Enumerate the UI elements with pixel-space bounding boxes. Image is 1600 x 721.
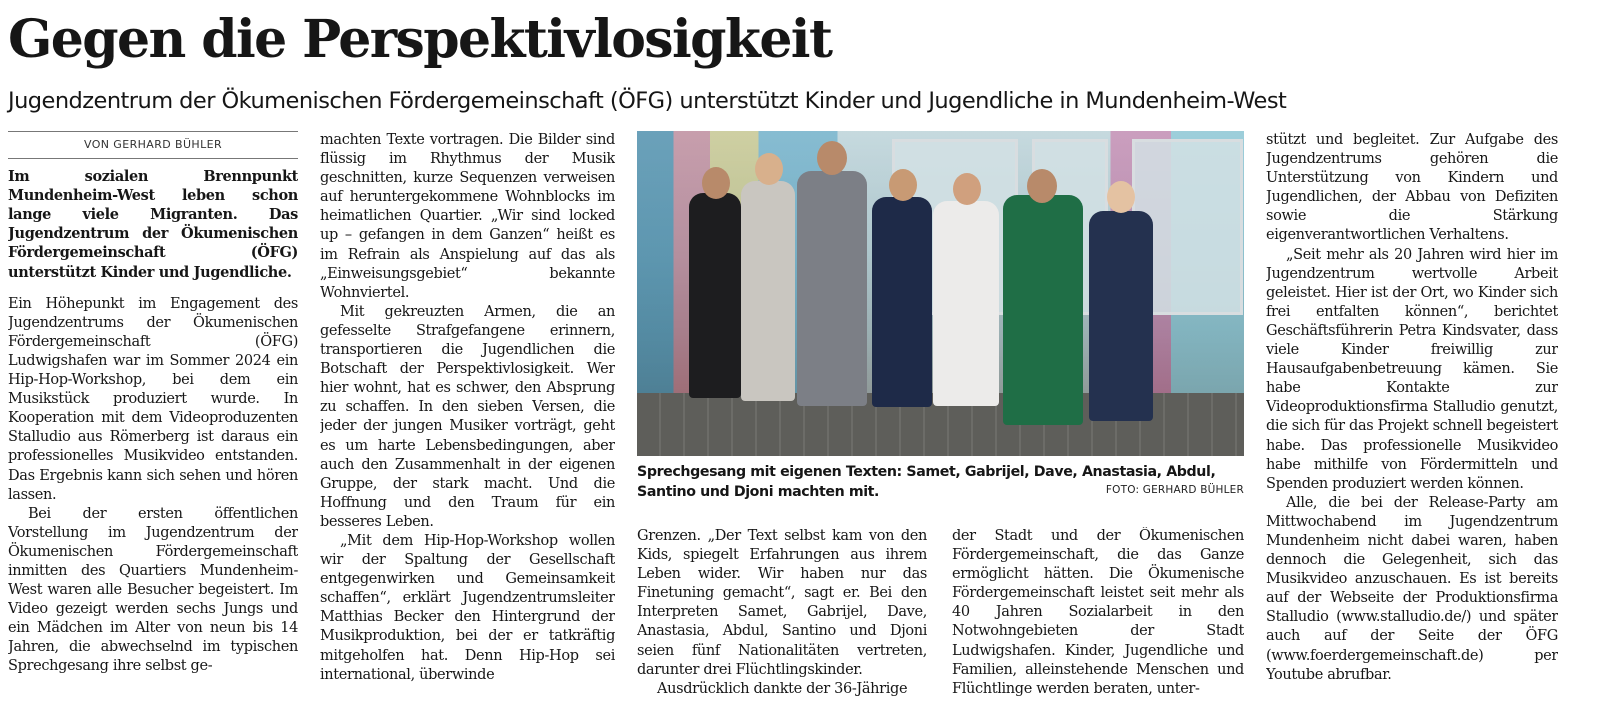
headline: Gegen die Perspektivlosigkeit [8, 9, 832, 70]
subheadline: Jugendzentrum der Ökumenischen Fördergemeinschaft (ÖFG) unterstützt Kinder und Jugendliche in Mundenheim-West [8, 88, 1287, 114]
column-1 [8, 131, 298, 721]
body-paragraph: Mit gekreuzten Armen, die an gefesselte Strafgefangene erinnern, transportieren die Jugendlichen die Botschaft der Perspektivlosigkeit. Wer hier wohnt, hat es schwer, den Absprung zu schaffen. In den sieben Versen, die jeder der jungen Musiker vorträgt, geht es um harte Lebensbedingungen, aber auch den Zusammenhalt in der eigenen Gruppe, der stark macht. Und die Hoffnung und den Traum für ein besseres Leben. [320, 303, 615, 530]
body-paragraph: stützt und begleitet. Zur Aufgabe des Jugendzentrums gehören die Unterstützung von Kindern und Jugendlichen, der Abbau von Defiziten sowie die Stärkung eigenverantwortlichen Verhaltens. [1266, 132, 1558, 244]
photo-caption: Sprechgesang mit eigenen Texten: Samet, Gabrijel, Dave, Anastasia, Abdul, Santino und Djoni machten mit. [637, 464, 1216, 500]
column-5 [1266, 131, 1558, 721]
article-photo [637, 131, 1244, 456]
lead-paragraph: Im sozialen Brennpunkt Mundenheim-West leben schon lange viele Migranten. Das Jugendzentrum der Ökumenischen Fördergemeinschaft (ÖFG) unterstützt Kinder und Jugendliche. [8, 168, 298, 281]
body-paragraph: der Stadt und der Ökumenischen Fördergemeinschaft, die das Ganze ermöglicht hätten. Die Ökumenische Fördergemeinschaft leistet seit mehr als 40 Jahren Sozialarbeit in den Notwohngebieten der Stadt Ludwigshafen. Kinder, Jugendliche und Familien, alleinstehende Menschen und Flüchtlinge werden beraten, unter- [952, 528, 1244, 697]
body-paragraph: Ausdrücklich dankte der 36-Jährige [657, 680, 908, 697]
column-3 [637, 527, 927, 721]
body-paragraph: „Seit mehr als 20 Jahren wird hier im Jugendzentrum wertvolle Arbeit geleistet. Hier ist der Ort, wo Kinder sich frei entfalten können“, berichtet Geschäftsführerin Petra Kindsvater, dass viele Kinder freiwillig zur Hausaufgabenbetreuung kämen. Sie habe Kontakte zur Videoproduktionsfirma Stalludio genutzt, die sich für das Projekt schnell begeistert habe. Das professionelle Musikvideo habe mithilfe von Fördermitteln und Spenden produziert werden können. [1266, 246, 1558, 492]
column-4 [952, 527, 1244, 721]
body-paragraph: Alle, die bei der Release-Party am Mittwochabend im Jugendzentrum Mundenheim nicht dabei waren, haben dennoch die Gelegenheit, sich das Musikvideo anzuschauen. Es ist bereits auf der Webseite der Produktionsfirma Stalludio (www.stalludio.de/) und später auch auf der Seite der ÖFG (www.foerdergemeinschaft.de) per Youtube abrufbar. [1266, 494, 1558, 683]
column-2 [320, 131, 615, 721]
photo-credit: FOTO: GERHARD BÜHLER [1105, 484, 1244, 496]
body-paragraph: Grenzen. „Der Text selbst kam von den Kids, spiegelt Erfahrungen aus ihrem Leben wider. Wir haben nur das Finetuning gemacht“, sagt er. Bei den Interpreten Samet, Gabrijel, Dave, Anastasia, Abdul, Santino und Djoni seien fünf Nationalitäten vertreten, darunter drei Flüchtlingskinder. [637, 528, 927, 678]
body-paragraph: Ein Höhepunkt im Engagement des Jugendzentrums der Ökumenischen Fördergemeinschaft (ÖFG) Ludwigshafen war im Sommer 2024 ein Hip-Hop-Workshop, bei dem ein Musikstück produziert wurde. In Kooperation mit dem Videoproduzenten Stalludio aus Römerberg ist daraus ein professionelles Musikvideo entstanden. Das Ergebnis kann sich sehen und hören lassen. [8, 295, 298, 503]
body-paragraph: Bei der ersten öffentlichen Vorstellung im Jugendzentrum der Ökumenischen Fördergemeinschaft inmitten des Quartiers Mundenheim-West waren alle Besucher begeistert. Im Video gezeigt werden sechs Jungs und ein Mädchen im Alter von neun bis 14 Jahren, die abwechselnd im typischen Sprechgesang ihre selbst ge- [8, 505, 298, 675]
byline: VON GERHARD BÜHLER [8, 131, 298, 159]
body-paragraph: machten Texte vortragen. Die Bilder sind flüssig im Rhythmus der Musik geschnitten, kurze Sequenzen verweisen auf heruntergekommene Wohnblocks im heimatlichen Quartier. „Wir sind locked up – gefangen in dem Ganzen“ heißt es im Refrain als Anspielung auf das als „Einweisungsgebiet“ bekannte Wohnviertel. [320, 132, 615, 301]
body-paragraph: „Mit dem Hip-Hop-Workshop wollen wir der Spaltung der Gesellschaft entgegenwirken und Gemeinsamkeit schaffen“, erklärt Jugendzentrumsleiter Matthias Becker den Hintergrund der Musikproduktion, bei der er tatkräftig mitgeholfen hat. Denn Hip-Hop sei international, überwinde [320, 532, 615, 683]
